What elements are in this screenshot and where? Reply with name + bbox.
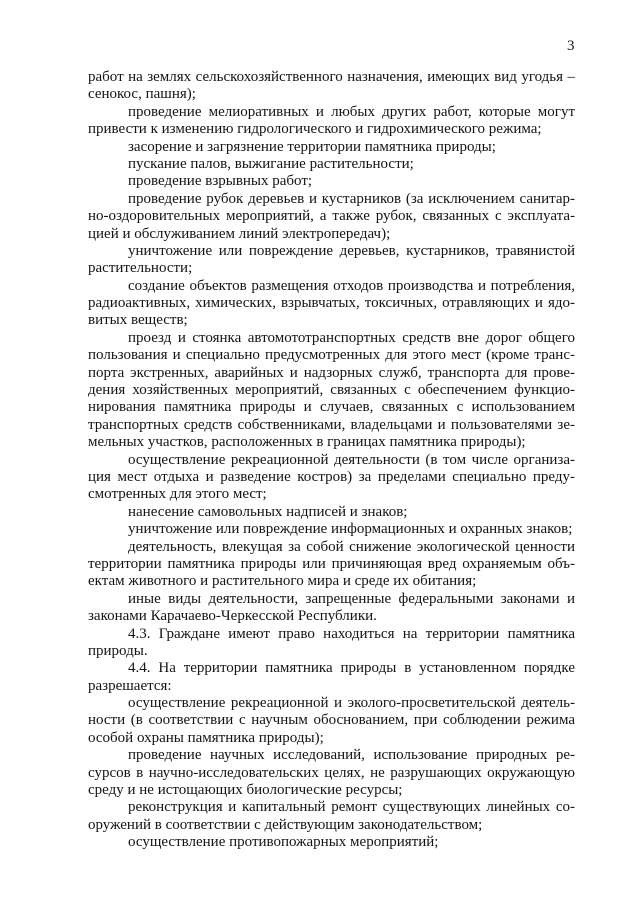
text-line-content: территории памятника природы или причиняющая вред охраняемым объ- — [88, 555, 575, 572]
text-line-content: проезд и стоянка автомототранспортных средств вне дорог общего — [128, 329, 575, 346]
text-line-content: мельных участков, расположенных в границах памятника природы); — [88, 434, 526, 451]
text-line-content: работ на землях сельскохозяйственного назначения, имеющих вид угодья – — [88, 69, 575, 85]
text-line — [88, 243, 575, 260]
text-line-content: оружений в соответствии с действующим законодательством; — [88, 816, 483, 833]
text-line-content: уничтожение или повреждение информационных и охранных знаков; — [128, 521, 573, 538]
text-line — [88, 434, 575, 451]
text-line — [88, 260, 575, 277]
text-line-content: разрешается: — [88, 677, 172, 694]
text-line-content: нанесение самовольных надписей и знаков; — [128, 503, 408, 520]
text-line — [88, 765, 575, 782]
text-line-content: 4.4. На территории памятника природы в установленном порядке — [128, 660, 575, 677]
text-line-content: ция мест отдыха и разведение костров) за пределами специально преду- — [88, 468, 575, 485]
text-line — [88, 556, 575, 573]
text-line-content: сенокос, пашня); — [88, 86, 196, 103]
text-line — [88, 104, 575, 121]
text-line — [88, 191, 575, 208]
text-line — [88, 278, 575, 295]
text-line — [88, 834, 575, 851]
text-line — [88, 139, 575, 156]
text-line — [88, 417, 575, 434]
text-line-content: смотренных для этого мест; — [88, 486, 267, 503]
text-line — [88, 382, 575, 399]
text-line-content: но-оздоровительных мероприятий, а также рубок, связанных с эксплуата- — [88, 208, 575, 225]
page-number: 3 — [567, 38, 575, 54]
text-line — [88, 730, 575, 747]
text-line-content: радиоактивных, химических, взрывчатых, токсичных, отравляющих и ядо- — [88, 295, 575, 312]
text-line — [88, 643, 575, 660]
text-line-content: порта экстренных, аварийных и надзорных служб, транспорта для прове- — [88, 364, 575, 381]
text-line-content: ности (в соответствии с научным обоснованием, при соблюдении режима — [88, 712, 575, 729]
text-line — [88, 452, 575, 469]
text-line — [88, 330, 575, 347]
text-line-content: создание объектов размещения отходов производства и потребления, — [128, 277, 575, 294]
text-line — [88, 712, 575, 729]
text-line-content: проведение мелиоративных и любых других работ, которые могут — [128, 103, 575, 120]
text-line-content: особой охраны памятника природы); — [88, 729, 324, 746]
text-line-content: законами Карачаево-Черкесской Республики. — [88, 608, 377, 625]
text-line-content: транспортных средств собственниками, владельцами и пользователями зе- — [88, 416, 575, 433]
text-line — [88, 399, 575, 416]
text-line-content: растительности; — [88, 260, 193, 277]
text-line-content: реконструкция и капитальный ремонт существующих линейных со- — [128, 799, 575, 816]
text-line-content: ектам животного и растительного мира и среде их обитания; — [88, 573, 477, 590]
document-body — [88, 69, 575, 852]
text-line-content: иные виды деятельности, запрещенные федеральными законами и — [128, 590, 575, 607]
text-line-content: цией и обслуживанием линий электропередач); — [88, 225, 391, 242]
text-line — [88, 86, 575, 103]
text-line — [88, 539, 575, 556]
text-line — [88, 173, 575, 190]
text-line — [88, 747, 575, 764]
text-line-content: деятельность, влекущая за собой снижение экологической ценности — [128, 538, 575, 555]
text-line-content: 4.3. Граждане имеют право находиться на территории памятника — [128, 625, 575, 642]
text-line-content: дения хозяйственных мероприятий, связанных с обеспечением функцио- — [88, 382, 575, 399]
text-line-content: природы. — [88, 642, 148, 659]
text-line — [88, 295, 575, 312]
text-line — [88, 591, 575, 608]
text-line-content: привести к изменению гидрологического и гидрохимического режима; — [88, 121, 542, 138]
text-line-content: осуществление рекреационной деятельности (в том числе организа- — [128, 451, 575, 468]
text-line-content: пользования и специально предусмотренных для этого мест (кроме транс- — [88, 347, 575, 364]
text-line-content: проведение рубок деревьев и кустарников (за исключением санитар- — [128, 190, 575, 207]
text-line-content: нирования памятника природы и случаев, связанных с использованием — [88, 399, 575, 416]
text-line — [88, 521, 575, 538]
text-line — [88, 504, 575, 521]
text-line-content: проведение научных исследований, использование природных ре- — [128, 747, 575, 764]
text-line — [88, 660, 575, 677]
text-line-content: засорение и загрязнение территории памятника природы; — [128, 138, 496, 155]
text-line — [88, 312, 575, 329]
text-line — [88, 799, 575, 816]
text-line-content: осуществление рекреационной и эколого-просветительской деятель- — [128, 695, 575, 712]
text-line-content: сурсов в научно-исследовательских целях, не разрушающих окружающую — [88, 764, 575, 781]
text-line — [88, 608, 575, 625]
text-line — [88, 573, 575, 590]
text-line — [88, 69, 575, 86]
text-line-content: проведение взрывных работ; — [128, 173, 313, 190]
text-line — [88, 156, 575, 173]
text-line-content: витых веществ; — [88, 312, 188, 329]
text-line — [88, 678, 575, 695]
text-line — [88, 347, 575, 364]
text-line-content: среду и не истощающих биологические ресурсы; — [88, 782, 403, 799]
text-line-content: пускание палов, выжигание растительности; — [128, 155, 414, 172]
text-line-content: уничтожение или повреждение деревьев, кустарников, травянистой — [128, 242, 575, 259]
text-line — [88, 782, 575, 799]
text-line-content: осуществление противопожарных мероприятий; — [128, 834, 439, 851]
text-line — [88, 695, 575, 712]
text-line — [88, 365, 575, 382]
text-line — [88, 226, 575, 243]
text-line — [88, 121, 575, 138]
text-line — [88, 208, 575, 225]
text-line — [88, 486, 575, 503]
text-line — [88, 626, 575, 643]
text-line — [88, 817, 575, 834]
text-line — [88, 469, 575, 486]
